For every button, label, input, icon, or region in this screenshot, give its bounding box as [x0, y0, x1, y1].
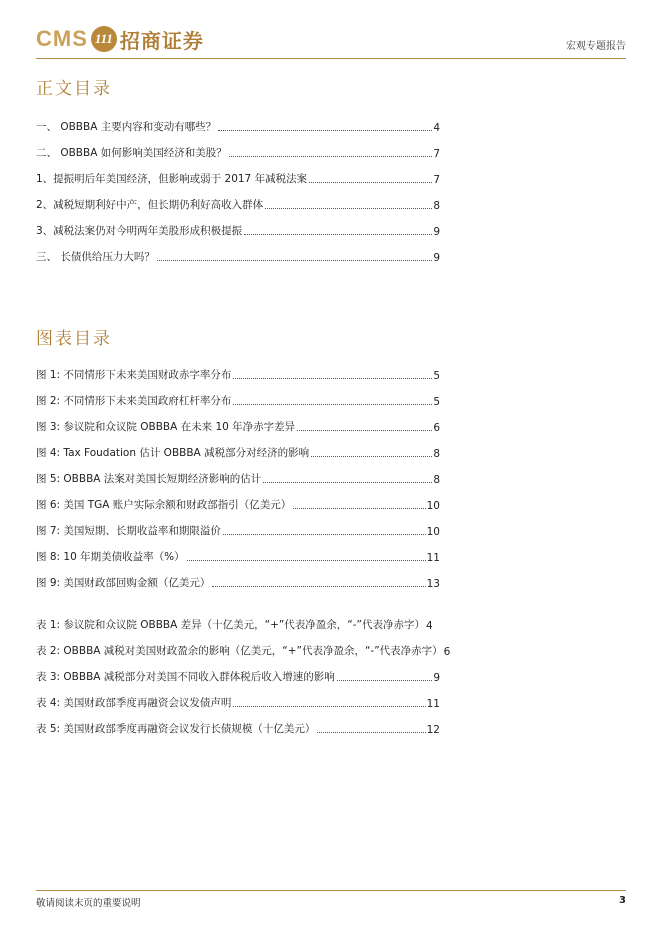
toc-entry[interactable]: 2、减税短期利好中产，但长期仍利好高收入群体 8: [36, 199, 440, 212]
table-entry[interactable]: 表 2: OBBBA 减税对美国财政盈余的影响（亿美元，“+”代表净盈余，“-”代表净赤字） 6: [36, 645, 451, 658]
header-divider: [36, 58, 626, 59]
figure-entry[interactable]: 图 8: 10 年期美债收益率（%） 11: [36, 551, 440, 564]
toc-entry[interactable]: 三、 长债供给压力大吗？ 9: [36, 251, 440, 264]
toc-entry[interactable]: 1、提振明后年美国经济，但影响或弱于 2017 年减税法案 7: [36, 173, 440, 186]
disclaimer-note: 敬请阅读末页的重要说明: [36, 898, 141, 909]
toc-entry[interactable]: 二、 OBBBA 如何影响美国经济和美股？ 7: [36, 147, 440, 160]
logo-latin: CMS: [36, 26, 88, 51]
logo-seal-icon: 111: [91, 26, 117, 52]
figure-entry[interactable]: 图 9: 美国财政部回购金额（亿美元） 13: [36, 577, 440, 590]
figure-entry[interactable]: 图 6: 美国 TGA 账户实际余额和财政部指引（亿美元） 10: [36, 499, 440, 512]
figure-list: [36, 356, 440, 590]
figure-entry[interactable]: 图 2: 不同情形下未来美国政府杠杆率分布 5: [36, 395, 440, 408]
table-entry[interactable]: 表 5: 美国财政部季度再融资会议发行长债规模（十亿美元） 12: [36, 723, 440, 736]
figure-entry[interactable]: 图 5: OBBBA 法案对美国长短期经济影响的估计 8: [36, 473, 440, 486]
logo-chinese: 招商证券: [119, 28, 204, 53]
report-type: 宏观专题报告: [566, 41, 626, 52]
page-header: [36, 22, 626, 60]
table-entry[interactable]: 表 3: OBBBA 减税部分对美国不同收入群体税后收入增速的影响 9: [36, 671, 440, 684]
table-entry[interactable]: 表 4: 美国财政部季度再融资会议发债声明 11: [36, 697, 440, 710]
content-toc-title: 正文目录: [36, 79, 112, 99]
table-entry[interactable]: 表 1: 参议院和众议院 OBBBA 差异（十亿美元，“+”代表净盈余，“-”代表净赤字） 4: [36, 619, 433, 632]
toc-entry[interactable]: 一、 OBBBA 主要内容和变动有哪些？ 4: [36, 121, 440, 134]
figure-toc-title: 图表目录: [36, 329, 112, 349]
toc-entry[interactable]: 3、减税法案仍对今明两年美股形成积极提振 9: [36, 225, 440, 238]
figure-entry[interactable]: 图 7: 美国短期、长期收益率和期限溢价 10: [36, 525, 440, 538]
figure-entry[interactable]: 图 4: Tax Foudation 估计 OBBBA 减税部分对经济的影响 8: [36, 447, 440, 460]
company-logo: [36, 24, 204, 54]
page-number: 3: [619, 895, 626, 906]
footer-divider: [36, 890, 626, 891]
figure-entry[interactable]: 图 1: 不同情形下未来美国财政赤字率分布 5: [36, 369, 440, 382]
content-toc: [36, 108, 440, 264]
table-list: [36, 606, 486, 736]
figure-entry[interactable]: 图 3: 参议院和众议院 OBBBA 在未来 10 年净赤字差异 6: [36, 421, 440, 434]
